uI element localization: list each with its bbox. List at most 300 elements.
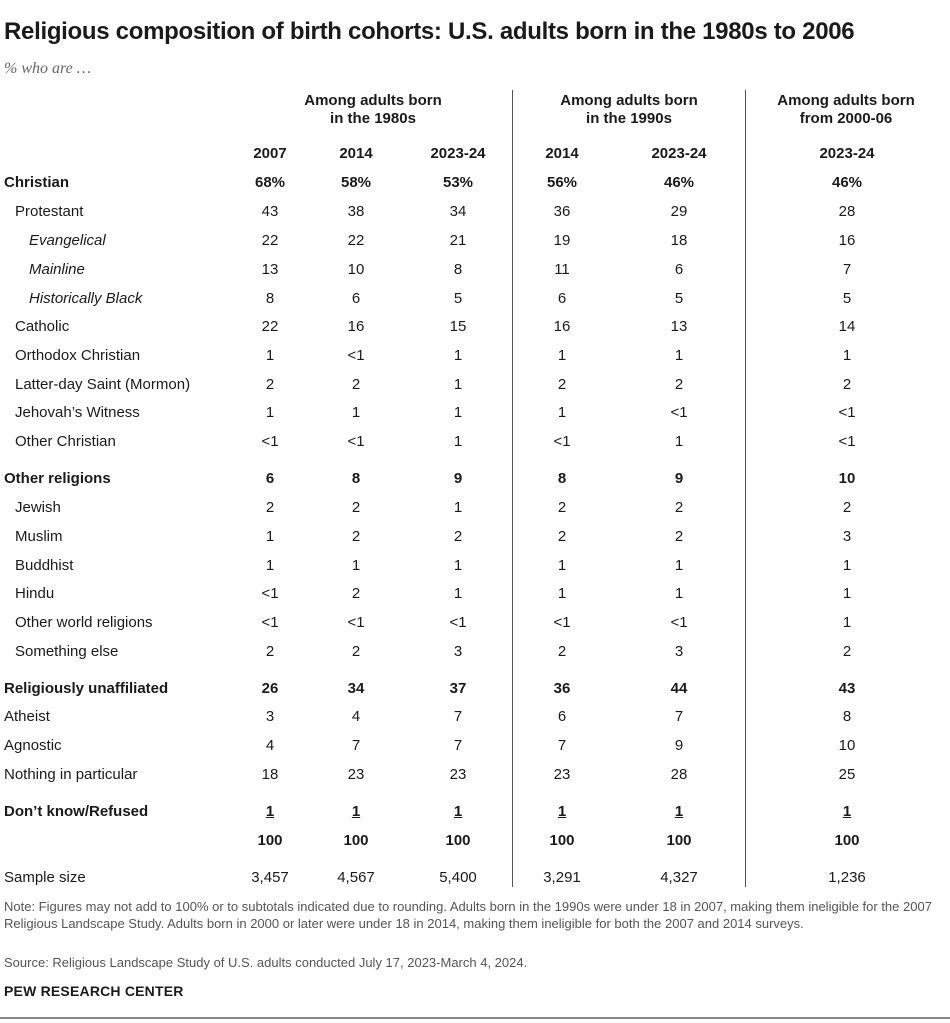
cell-value: 1,236 [828,869,866,886]
table-row [0,677,950,701]
table-row [0,866,950,890]
cell-value: 18 [261,766,279,783]
cell-value: <1 [553,433,571,450]
cell-value: 1 [674,585,684,602]
cell-value: 1 [351,803,361,820]
cell-value: 1 [674,347,684,364]
table-cell [639,737,719,754]
table-row [0,496,950,520]
row-label: Muslim [15,528,63,545]
row-label: Other religions [4,470,111,487]
table-row [0,373,950,397]
cell-value: 100 [343,832,369,849]
table-cell [807,803,887,820]
table-cell [418,766,498,783]
table-row [0,229,950,253]
cell-value: 1 [674,803,684,820]
cell-value: 6 [351,290,361,307]
cell-value: 43 [838,680,856,697]
table-cell [807,528,887,545]
cell-value: 2 [557,376,567,393]
row-label: Protestant [15,203,84,220]
cell-value: 43 [261,203,279,220]
table-cell [230,643,310,660]
table-cell [639,433,719,450]
group-header-2000s: Among adults born from 2000-06 [777,92,915,127]
table-cell [639,832,719,849]
cell-value: 1 [453,585,463,602]
table-cell [418,614,498,631]
cell-value: 4,327 [660,869,698,886]
table-cell [418,404,498,421]
cell-value: 16 [347,318,365,335]
cell-value: 1 [557,585,567,602]
table-cell [639,869,719,886]
table-cell [418,585,498,602]
cell-value: 10 [838,470,856,487]
table-cell [522,290,602,307]
table-cell [639,680,719,697]
table-cell [807,347,887,364]
cell-value: 2 [674,528,684,545]
table-cell [807,318,887,335]
table-cell [230,318,310,335]
cell-value: 1 [557,803,567,820]
table-cell [418,803,498,820]
cell-value: 36 [553,680,571,697]
cell-value: 16 [553,318,571,335]
cell-value: 3,291 [543,869,581,886]
note: Note: Figures may not add to 100% or to subtotals indicated due to rounding. Adults born in the 1990s were under 18 in 2007, making them ineligible for the 2007 Religious Landscape Study. Adults born in 2000 or later were under 18 in 2014, making them ineligible for both the 2007 and 2014 surveys. [4,899,932,931]
column-header: 2023-24 [651,145,707,162]
table-cell [807,376,887,393]
table-row [0,800,950,824]
table-cell [418,232,498,249]
table-cell [418,737,498,754]
table-cell [807,290,887,307]
page-title: Religious composition of birth cohorts: U.S. adults born in the 1980s to 2006 [4,18,855,45]
table-cell [639,347,719,364]
row-label: Sample size [4,869,86,886]
row-label: Nothing in particular [4,766,138,783]
table-cell [639,318,719,335]
table-cell [230,557,310,574]
cell-value: 1 [453,499,463,516]
cell-value: 1 [265,347,275,364]
table-cell [807,766,887,783]
table-cell [316,174,396,191]
table-row [0,467,950,491]
table-cell [807,737,887,754]
table-cell [522,528,602,545]
column-header: 2014 [545,145,579,162]
table-cell [639,203,719,220]
cell-value: 2 [265,643,275,660]
cell-value: 7 [453,737,463,754]
cell-value: <1 [261,433,279,450]
cell-value: <1 [670,614,688,631]
pew-logo: PEW RESEARCH CENTER [4,983,184,999]
cell-value: <1 [261,585,279,602]
table-cell [230,290,310,307]
cell-value: 28 [838,203,856,220]
table-cell [522,499,602,516]
cell-value: 2 [557,499,567,516]
table-cell [230,433,310,450]
cell-value: 1 [674,557,684,574]
cell-value: 1 [265,803,275,820]
cell-value: 5 [842,290,852,307]
cell-value: 46% [663,174,695,191]
table-cell [316,290,396,307]
cell-value: 2 [674,376,684,393]
table-cell [807,174,887,191]
cell-value: 8 [557,470,567,487]
cell-value: 6 [557,708,567,725]
row-label: Other Christian [15,433,116,450]
cell-value: 6 [265,470,275,487]
table-cell [522,766,602,783]
cell-value: 1 [557,347,567,364]
cell-value: <1 [838,404,856,421]
cell-value: 3 [674,643,684,660]
cell-value: 14 [838,318,856,335]
cell-value: 1 [842,803,852,820]
cell-value: 6 [557,290,567,307]
cell-value: 100 [445,832,471,849]
cell-value: 56% [546,174,578,191]
cell-value: 3 [265,708,275,725]
cell-value: 2 [351,643,361,660]
cell-value: 100 [666,832,692,849]
table-cell [807,499,887,516]
table-cell [522,433,602,450]
table-cell [418,376,498,393]
table-cell [522,347,602,364]
row-label: Jehovah’s Witness [15,404,140,421]
table-cell [418,869,498,886]
table-cell [639,557,719,574]
table-row [0,430,950,454]
column-header: 2014 [339,145,373,162]
table-row [0,763,950,787]
table-cell [316,404,396,421]
table-cell [418,528,498,545]
table-cell [639,174,719,191]
cell-value: 1 [842,557,852,574]
table-cell [522,869,602,886]
table-cell [418,203,498,220]
table-cell [230,869,310,886]
cell-value: 10 [347,261,365,278]
cell-value: 2 [557,643,567,660]
table-cell [639,261,719,278]
cell-value: 38 [347,203,365,220]
cell-value: 1 [265,557,275,574]
table-cell [522,203,602,220]
table-cell [418,643,498,660]
cell-value: 2 [453,528,463,545]
bottom-divider [0,1017,950,1019]
cell-value: <1 [838,433,856,450]
row-label: Catholic [15,318,70,335]
table-cell [230,174,310,191]
cell-value: 68% [254,174,286,191]
table-cell [316,680,396,697]
table-cell [230,499,310,516]
cell-value: 34 [347,680,365,697]
cell-value: 2 [674,499,684,516]
column-header: 2007 [253,145,287,162]
table-cell [230,376,310,393]
table-cell [418,708,498,725]
table-cell [522,376,602,393]
table-cell [522,585,602,602]
row-label: Buddhist [15,557,74,574]
table-cell [418,261,498,278]
cell-value: 13 [261,261,279,278]
table-row [0,287,950,311]
cell-value: 5 [453,290,463,307]
table-cell [316,803,396,820]
cell-value: 6 [674,261,684,278]
table-cell [316,470,396,487]
table-cell [316,557,396,574]
table-cell [316,614,396,631]
table-row [0,829,950,853]
cell-value: 25 [838,766,856,783]
table-cell [807,680,887,697]
cell-value: 1 [453,803,463,820]
table-cell [639,614,719,631]
subtitle: % who are … [4,60,91,77]
row-label: Don’t know/Refused [4,803,149,820]
cell-value: 23 [449,766,467,783]
table-cell [230,585,310,602]
table-cell [639,528,719,545]
cell-value: 9 [453,470,463,487]
table-cell [807,869,887,886]
table-cell [807,708,887,725]
table-cell [230,404,310,421]
table-row [0,258,950,282]
table-cell [418,347,498,364]
cell-value: 11 [554,261,570,278]
table-cell [807,470,887,487]
table-cell [522,318,602,335]
table-row [0,554,950,578]
table-row [0,705,950,729]
cell-value: <1 [347,347,365,364]
table-cell [522,261,602,278]
table-cell [316,261,396,278]
table-cell [639,585,719,602]
cell-value: 16 [838,232,856,249]
table-cell [316,528,396,545]
cell-value: 23 [347,766,365,783]
table-cell [807,261,887,278]
table-cell [418,290,498,307]
cell-value: 9 [674,737,684,754]
table-cell [522,470,602,487]
table-row [0,315,950,339]
cell-value: 58% [340,174,372,191]
row-label: Atheist [4,708,50,725]
table-cell [316,708,396,725]
table-cell [639,404,719,421]
table-row [0,640,950,664]
table-cell [316,585,396,602]
cell-value: 4,567 [337,869,375,886]
row-label: Evangelical [29,232,106,249]
table-cell [230,347,310,364]
table-cell [807,232,887,249]
cell-value: 22 [347,232,365,249]
cell-value: 3 [453,643,463,660]
cell-value: 1 [453,404,463,421]
row-label: Historically Black [29,290,143,307]
cell-value: 8 [453,261,463,278]
cell-value: <1 [347,614,365,631]
cell-value: <1 [553,614,571,631]
cell-value: 22 [261,318,279,335]
table-cell [522,737,602,754]
cell-value: 2 [842,376,852,393]
cell-value: 1 [453,347,463,364]
group-header-1990s: Among adults born in the 1990s [560,92,698,127]
cell-value: 37 [449,680,467,697]
cell-value: 1 [842,614,852,631]
source: Source: Religious Landscape Study of U.S. adults conducted July 17, 2023-March 4, 2024. [4,955,528,970]
cell-value: 28 [670,766,688,783]
cell-value: 13 [670,318,688,335]
table-cell [522,643,602,660]
table-cell [418,832,498,849]
table-cell [522,614,602,631]
table-cell [807,557,887,574]
table-cell [522,803,602,820]
column-header: 2023-24 [819,145,875,162]
group-header-1980s: Among adults born in the 1980s [304,92,442,127]
table-cell [639,470,719,487]
cell-value: 2 [351,528,361,545]
table-cell [316,203,396,220]
table-cell [230,803,310,820]
table-cell [807,614,887,631]
cell-value: 9 [674,470,684,487]
table-cell [522,174,602,191]
table-cell [316,376,396,393]
row-label: Mainline [29,261,85,278]
cell-value: 1 [351,404,361,421]
cell-value: 18 [670,232,688,249]
table-cell [230,261,310,278]
table-cell [639,643,719,660]
table-cell [639,499,719,516]
row-label: Orthodox Christian [15,347,141,364]
cell-value: 23 [553,766,571,783]
row-label: Other world religions [15,614,153,631]
row-label: Religiously unaffiliated [4,680,169,697]
cell-value: 2 [351,376,361,393]
table-cell [316,869,396,886]
table-row [0,525,950,549]
cell-value: 2 [351,499,361,516]
cell-value: 8 [265,290,275,307]
table-cell [230,614,310,631]
table-cell [522,832,602,849]
table-cell [316,832,396,849]
row-label: Latter-day Saint (Mormon) [15,376,191,393]
table-cell [230,470,310,487]
table-cell [639,766,719,783]
cell-value: 7 [674,708,684,725]
table-cell [418,680,498,697]
cell-value: <1 [449,614,467,631]
cell-value: 2 [842,643,852,660]
cell-value: 100 [257,832,283,849]
cell-value: <1 [670,404,688,421]
table-cell [639,376,719,393]
cell-value: 1 [557,557,567,574]
table-cell [639,290,719,307]
cell-value: 5,400 [439,869,477,886]
table-cell [522,557,602,574]
cell-value: 15 [449,318,467,335]
cell-value: 19 [553,232,571,249]
table-cell [418,318,498,335]
cell-value: 1 [674,433,684,450]
table-cell [316,433,396,450]
row-label: Agnostic [4,737,62,754]
table-row [0,200,950,224]
table-row [0,582,950,606]
cell-value: 22 [261,232,279,249]
cell-value: 53% [442,174,474,191]
cell-value: <1 [347,433,365,450]
table-cell [316,643,396,660]
row-label: Jewish [15,499,61,516]
table-cell [639,232,719,249]
cell-value: 2 [265,376,275,393]
cell-value: 21 [449,232,467,249]
row-label: Christian [4,174,70,191]
table-cell [418,470,498,487]
cell-value: 2 [842,499,852,516]
cell-value: 1 [453,557,463,574]
table-cell [230,766,310,783]
cell-value: 1 [842,347,852,364]
table-cell [807,433,887,450]
cell-value: 4 [265,737,275,754]
table-cell [316,232,396,249]
table-cell [230,737,310,754]
table-cell [639,708,719,725]
table-cell [418,557,498,574]
cell-value: 2 [265,499,275,516]
table-cell [522,708,602,725]
table-cell [807,643,887,660]
row-label: Hindu [15,585,55,602]
table-cell [316,766,396,783]
table-cell [807,404,887,421]
table-cell [316,499,396,516]
table-cell [230,708,310,725]
cell-value: 36 [553,203,571,220]
table-cell [230,832,310,849]
table-row [0,611,950,635]
cell-value: 1 [453,433,463,450]
